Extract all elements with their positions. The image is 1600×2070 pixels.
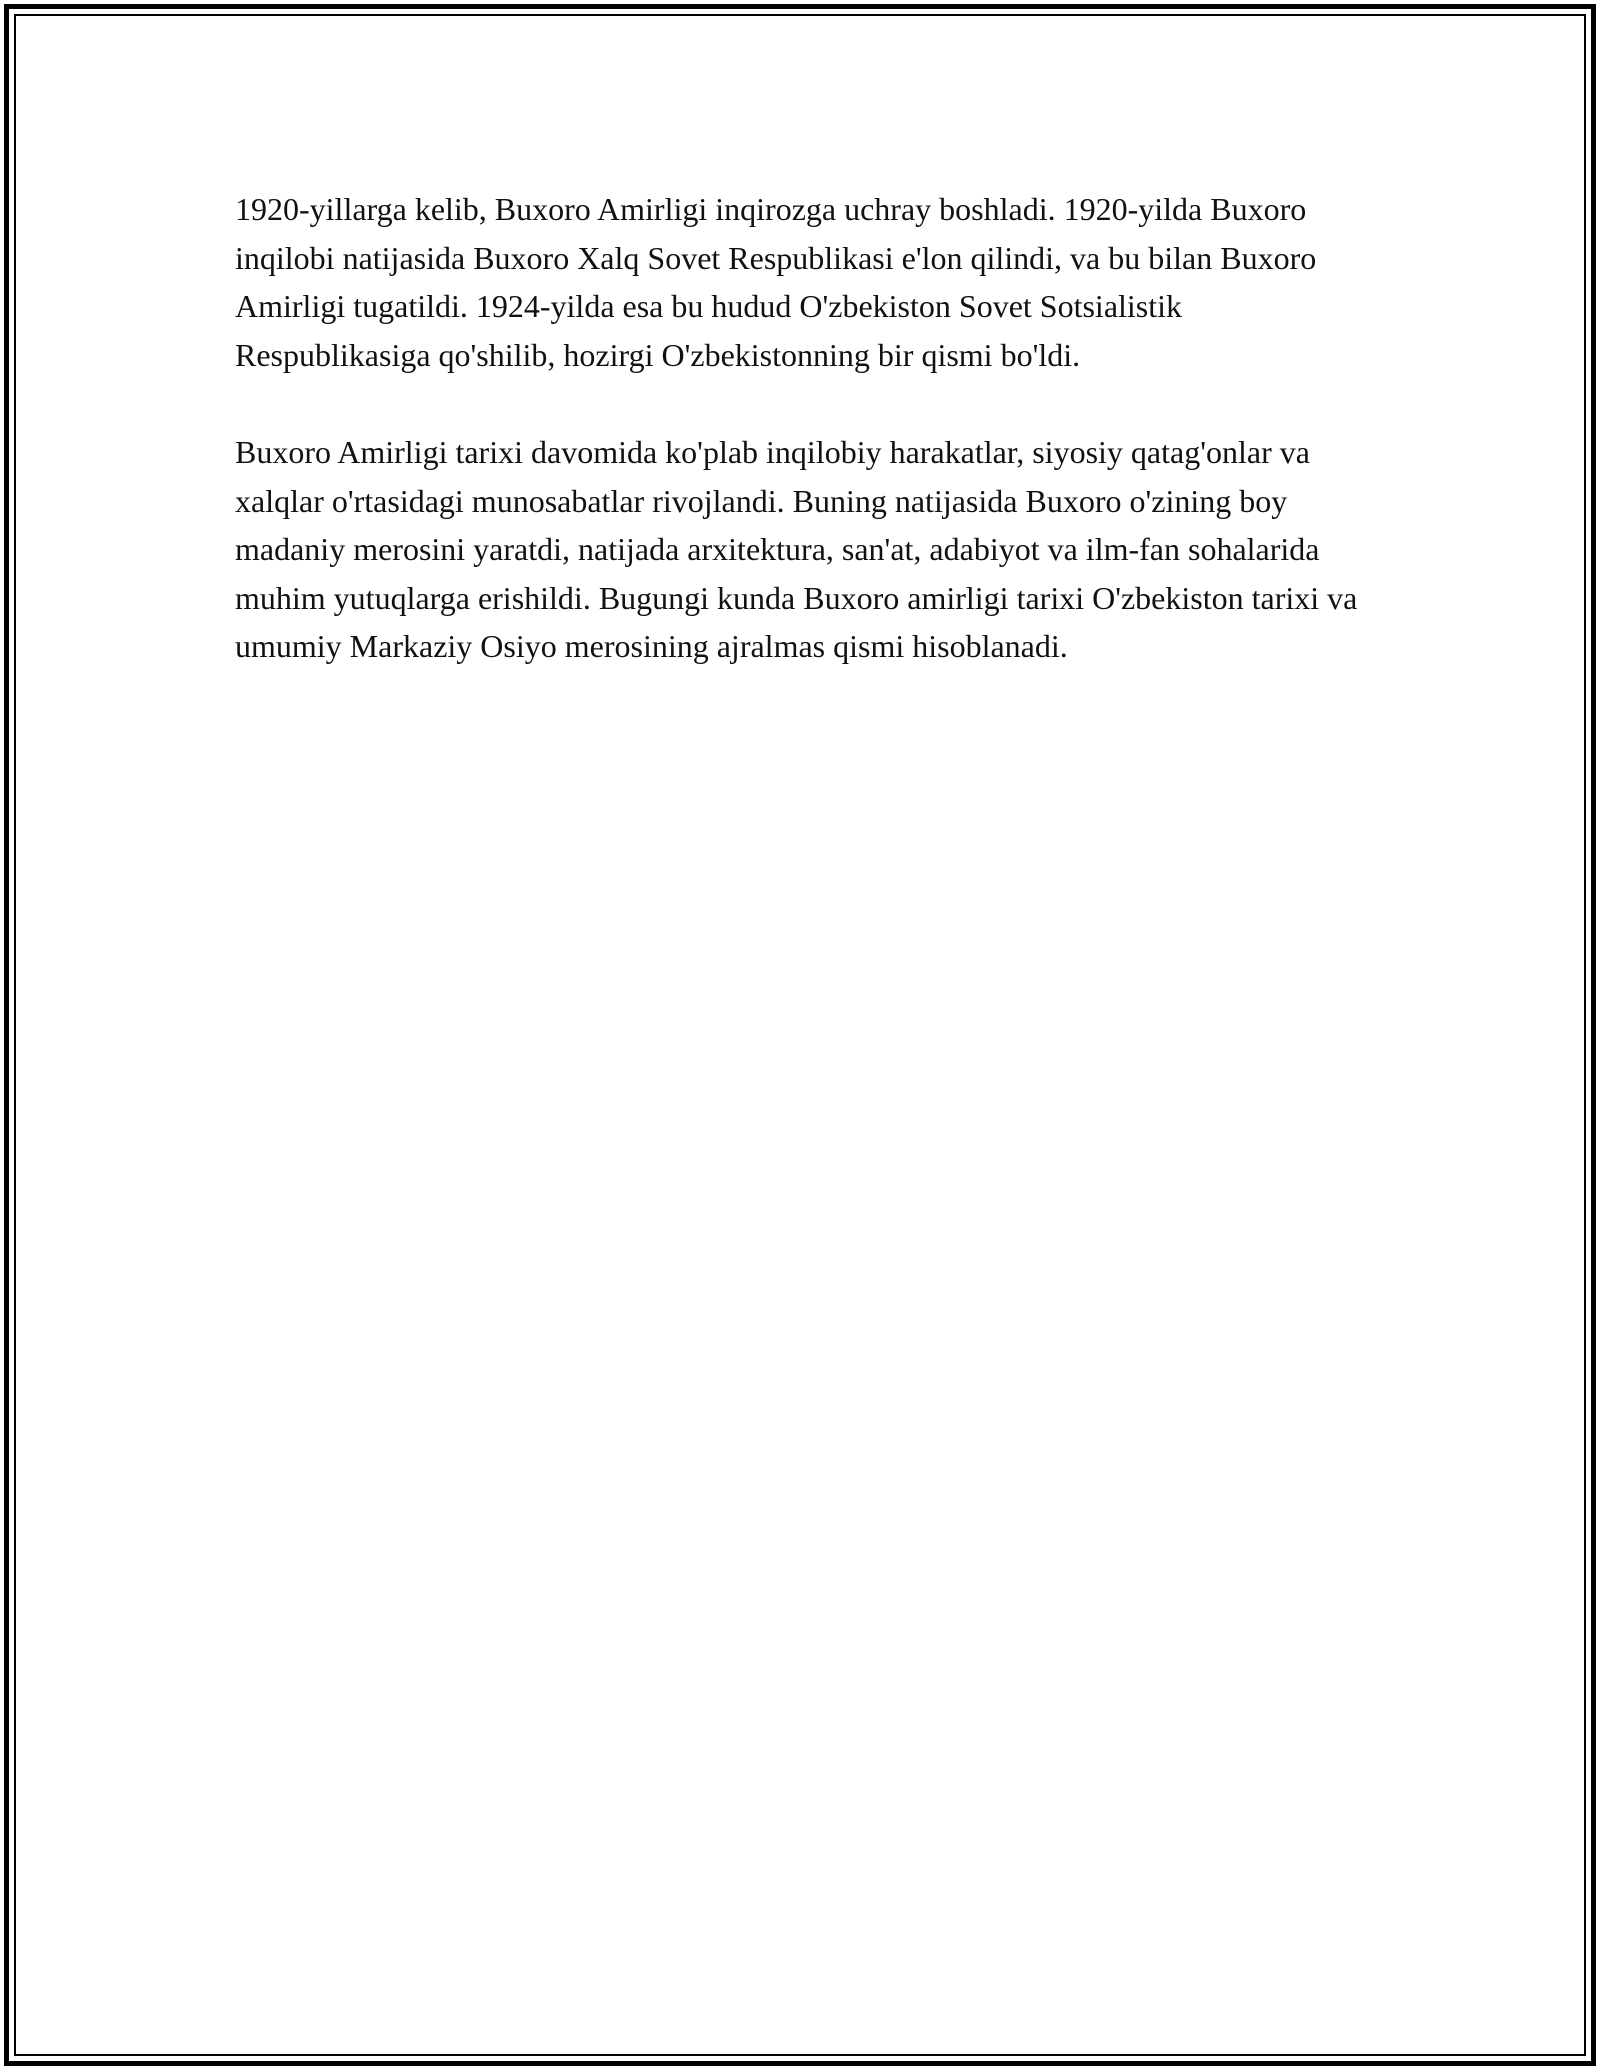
paragraph-2: Buxoro Amirligi tarixi davomida ko'plab inqilobiy harakatlar, siyosiy qatag'onlar va xalqlar o'rtasidagi munosabatlar rivojlandi. Buning natijasida Buxoro o'zining boy madaniy merosini yaratdi, natijada arxitektura, san'at, adabiyot va ilm-fan sohalarida muhim yutuqlarga erishildi. Bugungi kunda Buxoro amirligi tarixi O'zbekiston tarixi va umumiy Markaziy Osiyo merosining ajralmas qismi hisoblanadi. xyxy=(235,434,1358,664)
paragraph-1: 1920-yillarga kelib, Buxoro Amirligi inqirozga uchray boshladi. 1920-yilda Buxoro inqilobi natijasida Buxoro Xalq Sovet Respublikasi e'lon qilindi, va bu bilan Buxoro Amirligi tugatildi. 1924-yilda esa bu hudud O'zbekiston Sovet Sotsialistik Respublikasiga qo'shilib, hozirgi O'zbekistonning bir qismi bo'ldi. xyxy=(235,191,1317,373)
document-body xyxy=(235,185,1370,720)
